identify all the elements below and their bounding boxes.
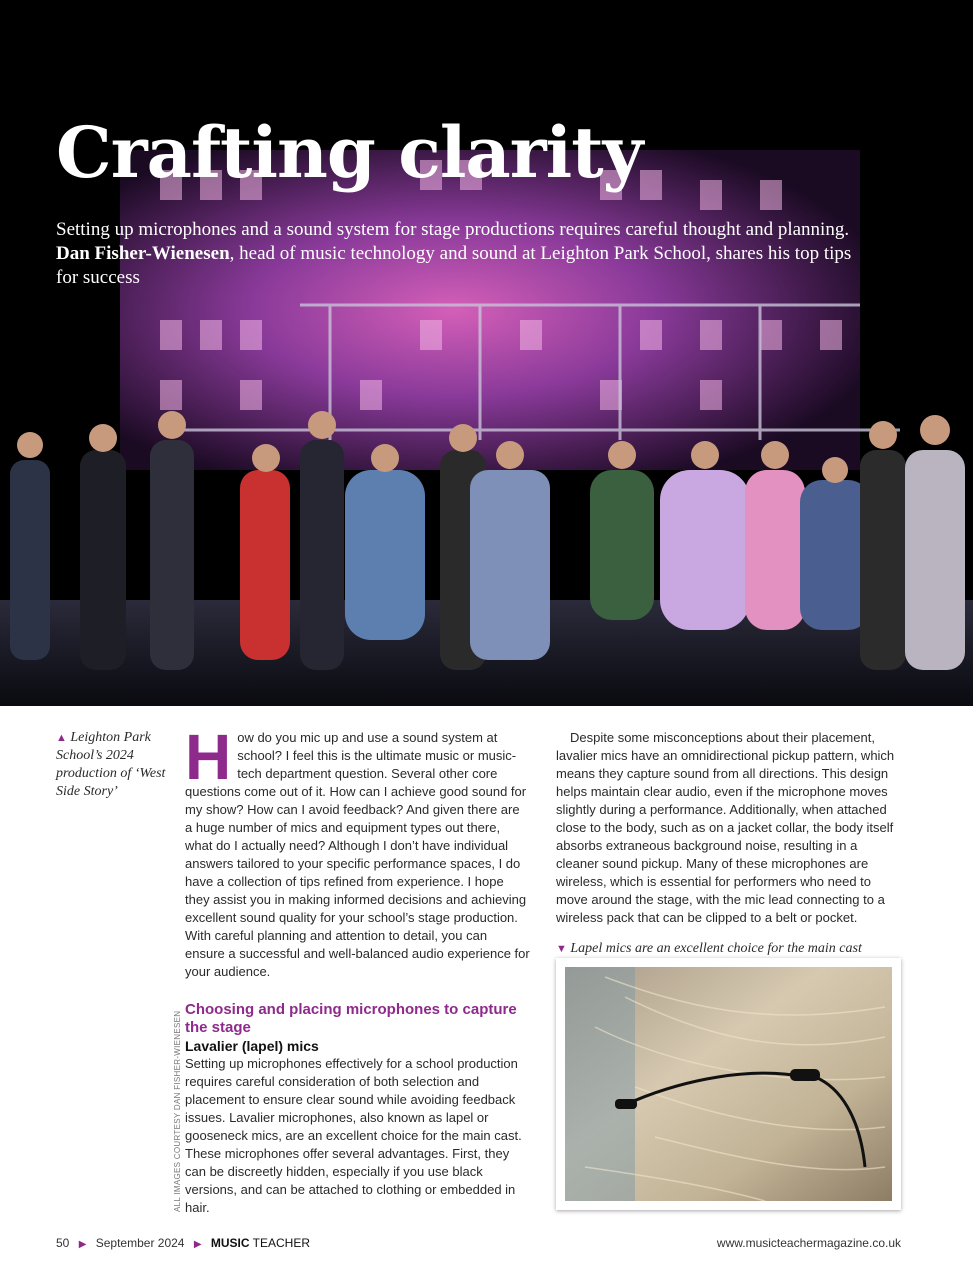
- photo-caption-text: Leighton Park School’s 2024 production of ‘West Side Story’: [56, 730, 166, 799]
- triangle-up-icon: ▲: [56, 732, 67, 744]
- article-column-1: [185, 721, 530, 1217]
- intro-paragraph: [185, 721, 530, 981]
- lapel-caption-text: Lapel mics are an excellent choice for the main cast: [570, 941, 862, 956]
- standfirst-outro: , head of music technology and sound at Leighton Park School, shares his top tips for success: [56, 243, 852, 288]
- drop-cap: H: [185, 721, 232, 793]
- lapel-mic-photo: [556, 958, 901, 1210]
- page-footer: [56, 1236, 901, 1254]
- standfirst-intro: Setting up microphones and a sound system for stage productions requires careful thought and planning.: [56, 219, 850, 240]
- triangle-right-icon: ▶: [193, 1239, 202, 1250]
- magazine-name-regular: TEACHER: [249, 1236, 311, 1250]
- subheading: Lavalier (lapel) mics: [185, 1038, 319, 1054]
- photo-caption: [56, 729, 166, 801]
- section-heading: Choosing and placing microphones to capture the stage: [185, 1001, 517, 1036]
- standfirst: [56, 218, 876, 290]
- triangle-down-icon: ▼: [556, 943, 567, 955]
- page-title: Crafting clarity: [56, 111, 643, 194]
- lavalier-paragraph: Setting up microphones effectively for a school production requires careful consideration of both selection and placement to ensure clear sound while avoiding feedback issues. Lavalier microphones, also known as lapel or gooseneck mics, are an excellent choice for the main cast. These microphones offer several advantages. First, they can be discreetly hidden, especially if you use black versions, and can be attached to clothing or embedded in hair.: [185, 1056, 522, 1215]
- intro-text: ow do you mic up and use a sound system at school? I feel this is the ultimate music or music-tech department question. Several other core questions come out of it. How can I achieve good sound for my show? How can I avoid feedback? And given there are a huge number of mics and equipment types out there, what do I actually need? Although I don’t have individual answers tailored to your specific performance spaces, I do have a collection of tips refined from experience. I hope they assist you in making informed decisions and achieving excellent sound quality for your school’s stage production. With careful planning and attention to detail, you can ensure a successful and well-balanced audio experience for your audience.: [185, 730, 530, 979]
- page-number: 50: [56, 1236, 70, 1250]
- triangle-right-icon: ▶: [78, 1239, 87, 1250]
- footer-left: [56, 1236, 310, 1250]
- article-column-2: [556, 729, 901, 958]
- author-name: Dan Fisher-Wienesen: [56, 243, 230, 264]
- magazine-name-bold: MUSIC: [210, 1236, 250, 1250]
- website-url[interactable]: www.musicteachermagazine.co.uk: [716, 1236, 901, 1250]
- issue-date: September 2024: [95, 1236, 185, 1250]
- lapel-caption: [556, 940, 901, 958]
- omnidirectional-paragraph: Despite some misconceptions about their placement, lavalier mics have an omnidirectional pickup pattern, which means they capture sound from all directions. This design helps maintain clear audio, even if the microphone moves slightly during a performance. Additionally, when attached close to the body, such as on a jacket collar, the body itself absorbs extraneous background noise, resulting in a cleaner sound pickup. Many of these microphones are wireless, which is essential for performers who need to move around the stage, with the mic lead connecting to a wireless pack that can be clipped to a belt or pocket.: [556, 730, 895, 925]
- hair-mic-image: [565, 967, 892, 1201]
- image-credit: ALL IMAGES COURTESY DAN FISHER-WIENESEN: [173, 1010, 182, 1212]
